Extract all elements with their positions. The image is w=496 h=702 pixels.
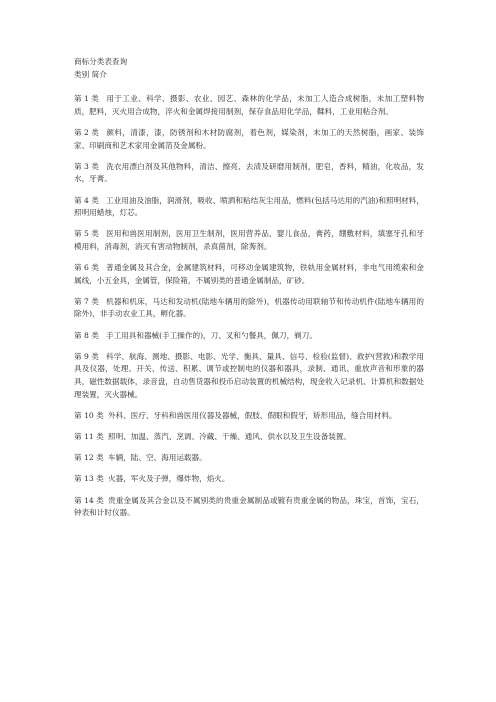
- class-entry: [74, 431, 424, 444]
- class-label: 第 14 类: [74, 495, 104, 505]
- class-entry: [74, 410, 424, 423]
- class-label: 第 11 类: [74, 432, 104, 441]
- class-entry: [74, 296, 424, 321]
- class-entry: [74, 161, 424, 186]
- class-entry: [74, 473, 424, 486]
- class-label: 第 2 类: [74, 127, 99, 137]
- class-description: 医用和兽医用制剂，医用卫生制剂，医用营养品，婴儿食品，膏药，绷敷材料，填塞牙孔和牙模用料，消毒剂，消灭有害动物制剂，杀真菌剂，除莠剂。: [74, 229, 424, 251]
- class-entry: [74, 127, 424, 152]
- class-description: 普通金属及其合金，金属建筑材料，可移动金属建筑物，铁轨用金属材料，非电气用缆索和金属线，小五金具，金属管，保险箱，不属别类的普通金属制品，矿砂。: [74, 263, 424, 285]
- class-entry: [74, 351, 424, 401]
- document-subtitle: 类别 简介: [74, 69, 107, 79]
- class-description: 外科、医疗、牙科和兽医用仪器及器械，假肢、假眼和假牙，矫形用品，缝合用材料。: [108, 410, 397, 420]
- class-description: 机器和机床，马达和发动机(陆地车辆用的除外)，机器传动用联轴节和传动机件(陆地车辆用的除外)，非手动农业工具，孵化器。: [74, 296, 424, 319]
- class-entry: [74, 262, 424, 287]
- class-description: 照明、加温、蒸汽、烹调、冷藏、干燥、通风、供水以及卫生设备装置。: [108, 432, 351, 441]
- class-label: 第 7 类: [74, 296, 99, 306]
- class-description: 工业用油及油脂，润滑剂，吸收、喷洒和粘结灰尘用品，燃料(包括马达用的汽油)和照明材料，照明用蜡烛，灯芯。: [74, 195, 424, 218]
- class-entry: [74, 195, 424, 220]
- document-page: [74, 56, 424, 528]
- document-title: 商标分类表查询: [74, 57, 128, 66]
- class-entry: [74, 228, 424, 253]
- class-list: [74, 93, 424, 520]
- class-label: 第 12 类: [74, 453, 104, 463]
- class-label: 第 6 类: [74, 263, 99, 273]
- class-label: 第 4 类: [74, 195, 99, 205]
- class-label: 第 9 类: [74, 351, 99, 361]
- class-label: 第 1 类: [74, 94, 99, 104]
- class-description: 火器，军火及子弹，爆炸物，焰火。: [108, 474, 230, 484]
- class-entry: [74, 452, 424, 465]
- class-label: 第 5 类: [74, 229, 99, 239]
- class-entry: [74, 330, 424, 343]
- class-label: 第 13 类: [74, 474, 104, 484]
- class-description: 贵重金属及其合金以及不属别类的贵重金属制品或镀有贵重金属的物品，珠宝，首饰，宝石，钟表和计时仪器。: [74, 495, 424, 518]
- class-description: 洗衣用漂白剂及其他物料，清洁、擦亮、去渍及研磨用制剂，肥皂，香料，精油，化妆品，发水，牙膏。: [74, 161, 424, 184]
- class-label: 第 3 类: [74, 161, 99, 171]
- class-label: 第 10 类: [74, 410, 104, 420]
- class-description: 颜料，清漆，漆，防锈剂和木材防腐剂，着色剂，媒染剂，未加工的天然树脂，画家、装饰家、印刷商和艺术家用金属箔及金属粉。: [74, 127, 424, 150]
- class-description: 科学、航海、测地、摄影、电影、光学、衡具、量具、信号、检验(监督)、救护(营救)和教学用具及仪器，处理、开关、传送、积累、调节或控制电的仪器和器具，录制、通讯、重放声音和形象的器具，磁性数据载体，录音盘，自动售货器和投币启动装置的机械结构，现金收入记录机、计算机和数据处理装置，灭火器械。: [74, 351, 424, 399]
- class-description: 用于工业、科学、摄影、农业、园艺、森林的化学品，未加工人造合成树脂，未加工塑料物质，肥料，灭火用合成物，淬火和金属焊接用制剂，保存食品用化学品，鞣料，工业用粘合剂。: [74, 94, 424, 116]
- class-label: 第 8 类: [74, 330, 99, 340]
- class-description: 手工用具和器械(手工操作的)，刀、叉和勺餐具，佩刀，剃刀。: [106, 330, 317, 340]
- class-description: 车辆，陆、空、海用运载器。: [108, 453, 207, 463]
- class-entry: [74, 495, 424, 520]
- class-entry: [74, 93, 424, 118]
